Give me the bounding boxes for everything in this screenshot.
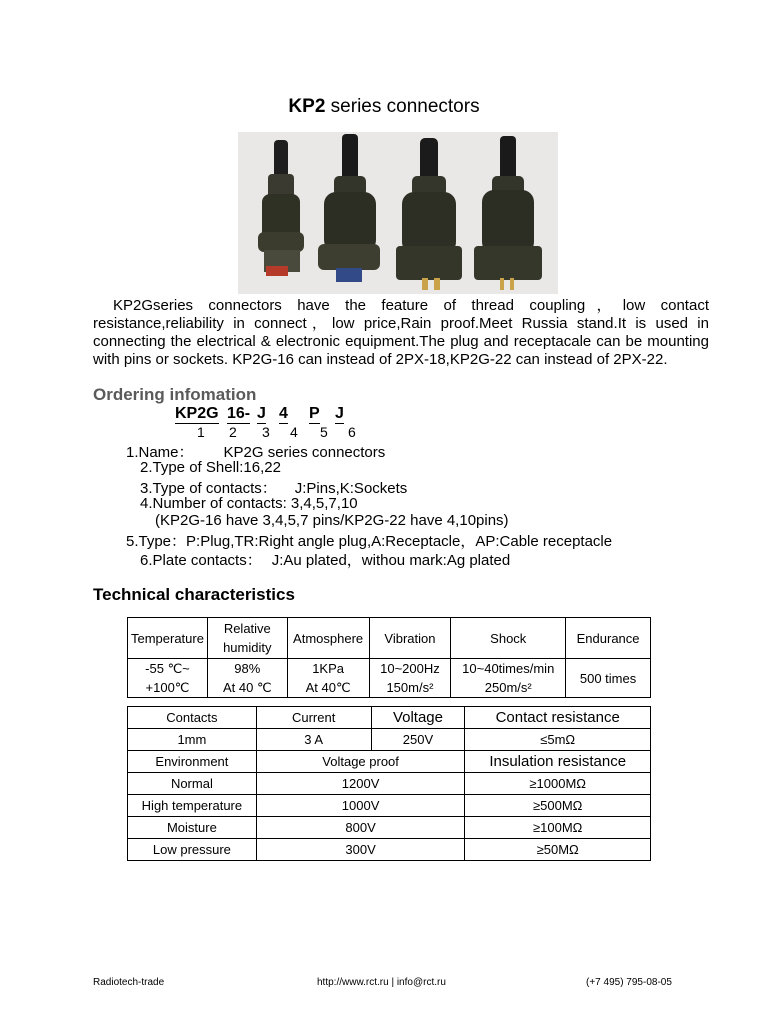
footer-company: Radiotech-trade xyxy=(93,977,165,988)
table-cell: ≥1000MΩ xyxy=(465,773,651,795)
table-header-cell: Contacts xyxy=(128,707,257,729)
electrical-specs-table xyxy=(127,706,651,861)
code-number-5: 5 xyxy=(320,424,328,440)
table-cell: Normal xyxy=(128,773,257,795)
table-cell: 3 A xyxy=(256,729,371,751)
table-header-cell: Voltage xyxy=(371,707,465,729)
code-number-4: 4 xyxy=(290,424,298,440)
table-header-cell: Temperature xyxy=(128,618,208,659)
code-part-4: 4 xyxy=(279,405,288,422)
table-header-cell: Atmosphere xyxy=(287,618,369,659)
code-part-5: P xyxy=(309,405,320,422)
table-cell: 1mm xyxy=(128,729,257,751)
table-cell: Moisture xyxy=(128,817,257,839)
table-header-cell: Environment xyxy=(128,751,257,773)
table-cell: Low pressure xyxy=(128,839,257,861)
table-cell: 1000V xyxy=(256,795,465,817)
ordering-line-plating: 6.Plate contacts： J:Au plated，withou mark:Ag plated xyxy=(140,552,511,569)
table-cell: 1KPa At 40℃ xyxy=(287,659,369,698)
code-part-3: J xyxy=(257,405,266,422)
ordering-heading: Ordering infomation xyxy=(93,385,257,404)
ordering-line-contacts-number: 4.Number of contacts: 3,4,5,7,10 xyxy=(140,495,358,512)
table-cell: 98% At 40 ℃ xyxy=(207,659,287,698)
table-cell: ≤5mΩ xyxy=(465,729,651,751)
code-number-3: 3 xyxy=(262,424,270,440)
table-cell: 1200V xyxy=(256,773,465,795)
table-header-cell: Voltage proof xyxy=(256,751,465,773)
code-part-2: 16- xyxy=(227,405,251,422)
table-cell: 10~40times/min 250m/s² xyxy=(451,659,566,698)
table-cell: -55 ℃~ +100℃ xyxy=(128,659,208,698)
table-cell: ≥100MΩ xyxy=(465,817,651,839)
footer-phone: (+7 495) 795-08-05 xyxy=(586,977,672,988)
table-cell: High temperature xyxy=(128,795,257,817)
table-cell: 500 times xyxy=(566,659,651,698)
code-number-6: 6 xyxy=(348,424,356,440)
ordering-line-contacts-type: 3.Type of contacts： J:Pins,K:Sockets xyxy=(140,480,408,497)
table-cell: ≥50MΩ xyxy=(465,839,651,861)
page-title: KP2 series connectors xyxy=(288,96,480,117)
table-header-cell: Contact resistance xyxy=(465,707,651,729)
ordering-line-type: 5.Type：P:Plug,TR:Right angle plug,A:Receptacle，AP:Cable receptacle xyxy=(126,533,613,550)
code-number-1: 1 xyxy=(197,424,205,440)
table-header-cell: Shock xyxy=(451,618,566,659)
connectors-photo xyxy=(238,132,558,294)
table-cell: ≥500MΩ xyxy=(465,795,651,817)
code-number-2: 2 xyxy=(229,424,237,440)
table-cell: 300V xyxy=(256,839,465,861)
ordering-line-name: 1.Name： KP2G series connectors xyxy=(126,444,386,461)
table-header-cell: Insulation resistance xyxy=(465,751,651,773)
technical-heading: Technical characteristics xyxy=(93,585,295,604)
environment-specs-table xyxy=(127,617,651,698)
table-cell: 800V xyxy=(256,817,465,839)
table-header-cell: Vibration xyxy=(369,618,451,659)
code-part-6: J xyxy=(335,405,344,422)
ordering-line-contacts-note: (KP2G-16 have 3,4,5,7 pins/KP2G-22 have 4,10pins) xyxy=(155,512,509,529)
intro-paragraph: KP2Gseries connectors have the feature of thread coupling，low contact resistance,reliability in connect，low price,Rain proof.Meet Russia stand.It is used in connecting the electrical & electronic equipment.The plug and receptacale can be mounting with pins or sockets. KP2G-16 can instead of 2PX-18,KP2G-22 can instead of 2PX-22. xyxy=(93,297,709,368)
ordering-line-shell: 2.Type of Shell:16,22 xyxy=(140,459,281,476)
table-header-cell: Endurance xyxy=(566,618,651,659)
code-part-1: KP2G xyxy=(175,405,219,422)
table-header-cell: Current xyxy=(256,707,371,729)
table-cell: 250V xyxy=(371,729,465,751)
footer-contact: http://www.rct.ru | info@rct.ru xyxy=(317,977,446,988)
table-cell: 10~200Hz 150m/s² xyxy=(369,659,451,698)
table-header-cell: Relative humidity xyxy=(207,618,287,659)
